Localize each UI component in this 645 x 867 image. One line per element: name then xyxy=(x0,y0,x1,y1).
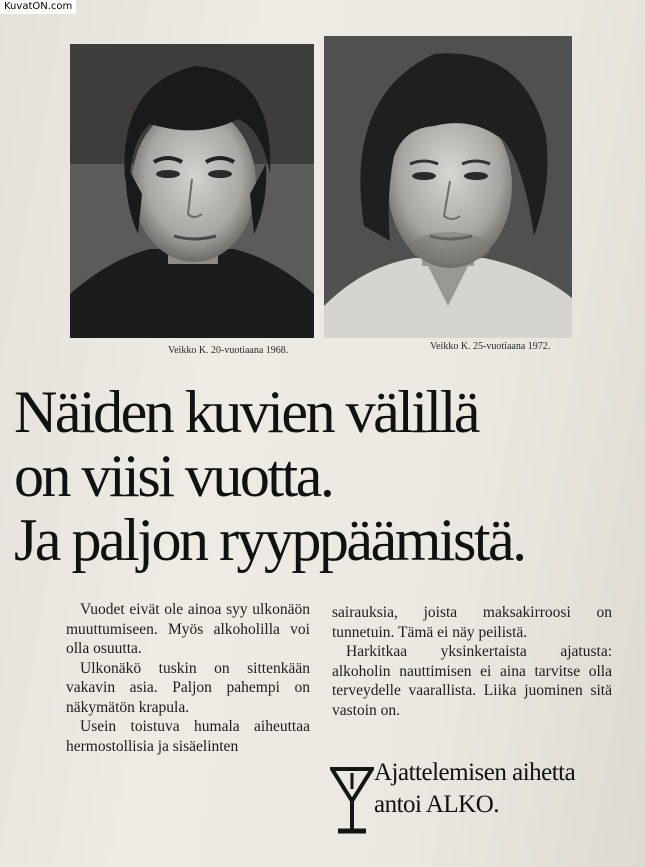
headline xyxy=(14,380,639,572)
headline-line-1: Näiden kuvien välillä xyxy=(14,379,479,445)
body-column-left xyxy=(66,600,310,756)
portrait-photo-1968 xyxy=(70,44,314,338)
photo-caption-1972: Veikko K. 25-vuotiaana 1972. xyxy=(430,341,551,352)
body-paragraph: sairauksia, joista maksakirroosi on tunnetuin. Tämä ei näy peilistä. xyxy=(332,604,612,641)
body-paragraph: Usein toistuva humala aiheuttaa hermostollisia ja sisäelinten xyxy=(66,718,310,755)
body-paragraph: Vuodet eivät ole ainoa syy ulkonäön muuttumiseen. Myös alkoholilla voi olla osuutta. xyxy=(66,601,310,657)
body-paragraph: Ulkonäkö tuskin on sittenkään vakavin asia. Paljon pahempi on näkymätön krapula. xyxy=(66,659,310,716)
alko-signature xyxy=(330,757,645,847)
photo-caption-1968: Veikko K. 20-vuotiaana 1968. xyxy=(168,345,289,356)
portrait-photo-1972 xyxy=(324,36,572,338)
body-paragraph: Harkitkaa yksinkertaista ajatusta: alkoholin nauttimisen ei aina tarvitse olla terveydelle vaarallista. Liika juominen sitä vastoin on. xyxy=(332,643,612,719)
headline-line-3: Ja paljon ryyppäämistä. xyxy=(14,507,525,573)
cocktail-glass-icon xyxy=(330,765,374,837)
headline-line-2: on viisi vuotta. xyxy=(14,443,333,509)
signature-text xyxy=(374,757,575,821)
signature-line-2: antoi ALKO. xyxy=(374,791,500,818)
watermark: KuvatON.com xyxy=(0,0,76,14)
signature-line-1: Ajattelemisen aihetta xyxy=(374,759,576,786)
body-column-right xyxy=(332,603,612,720)
